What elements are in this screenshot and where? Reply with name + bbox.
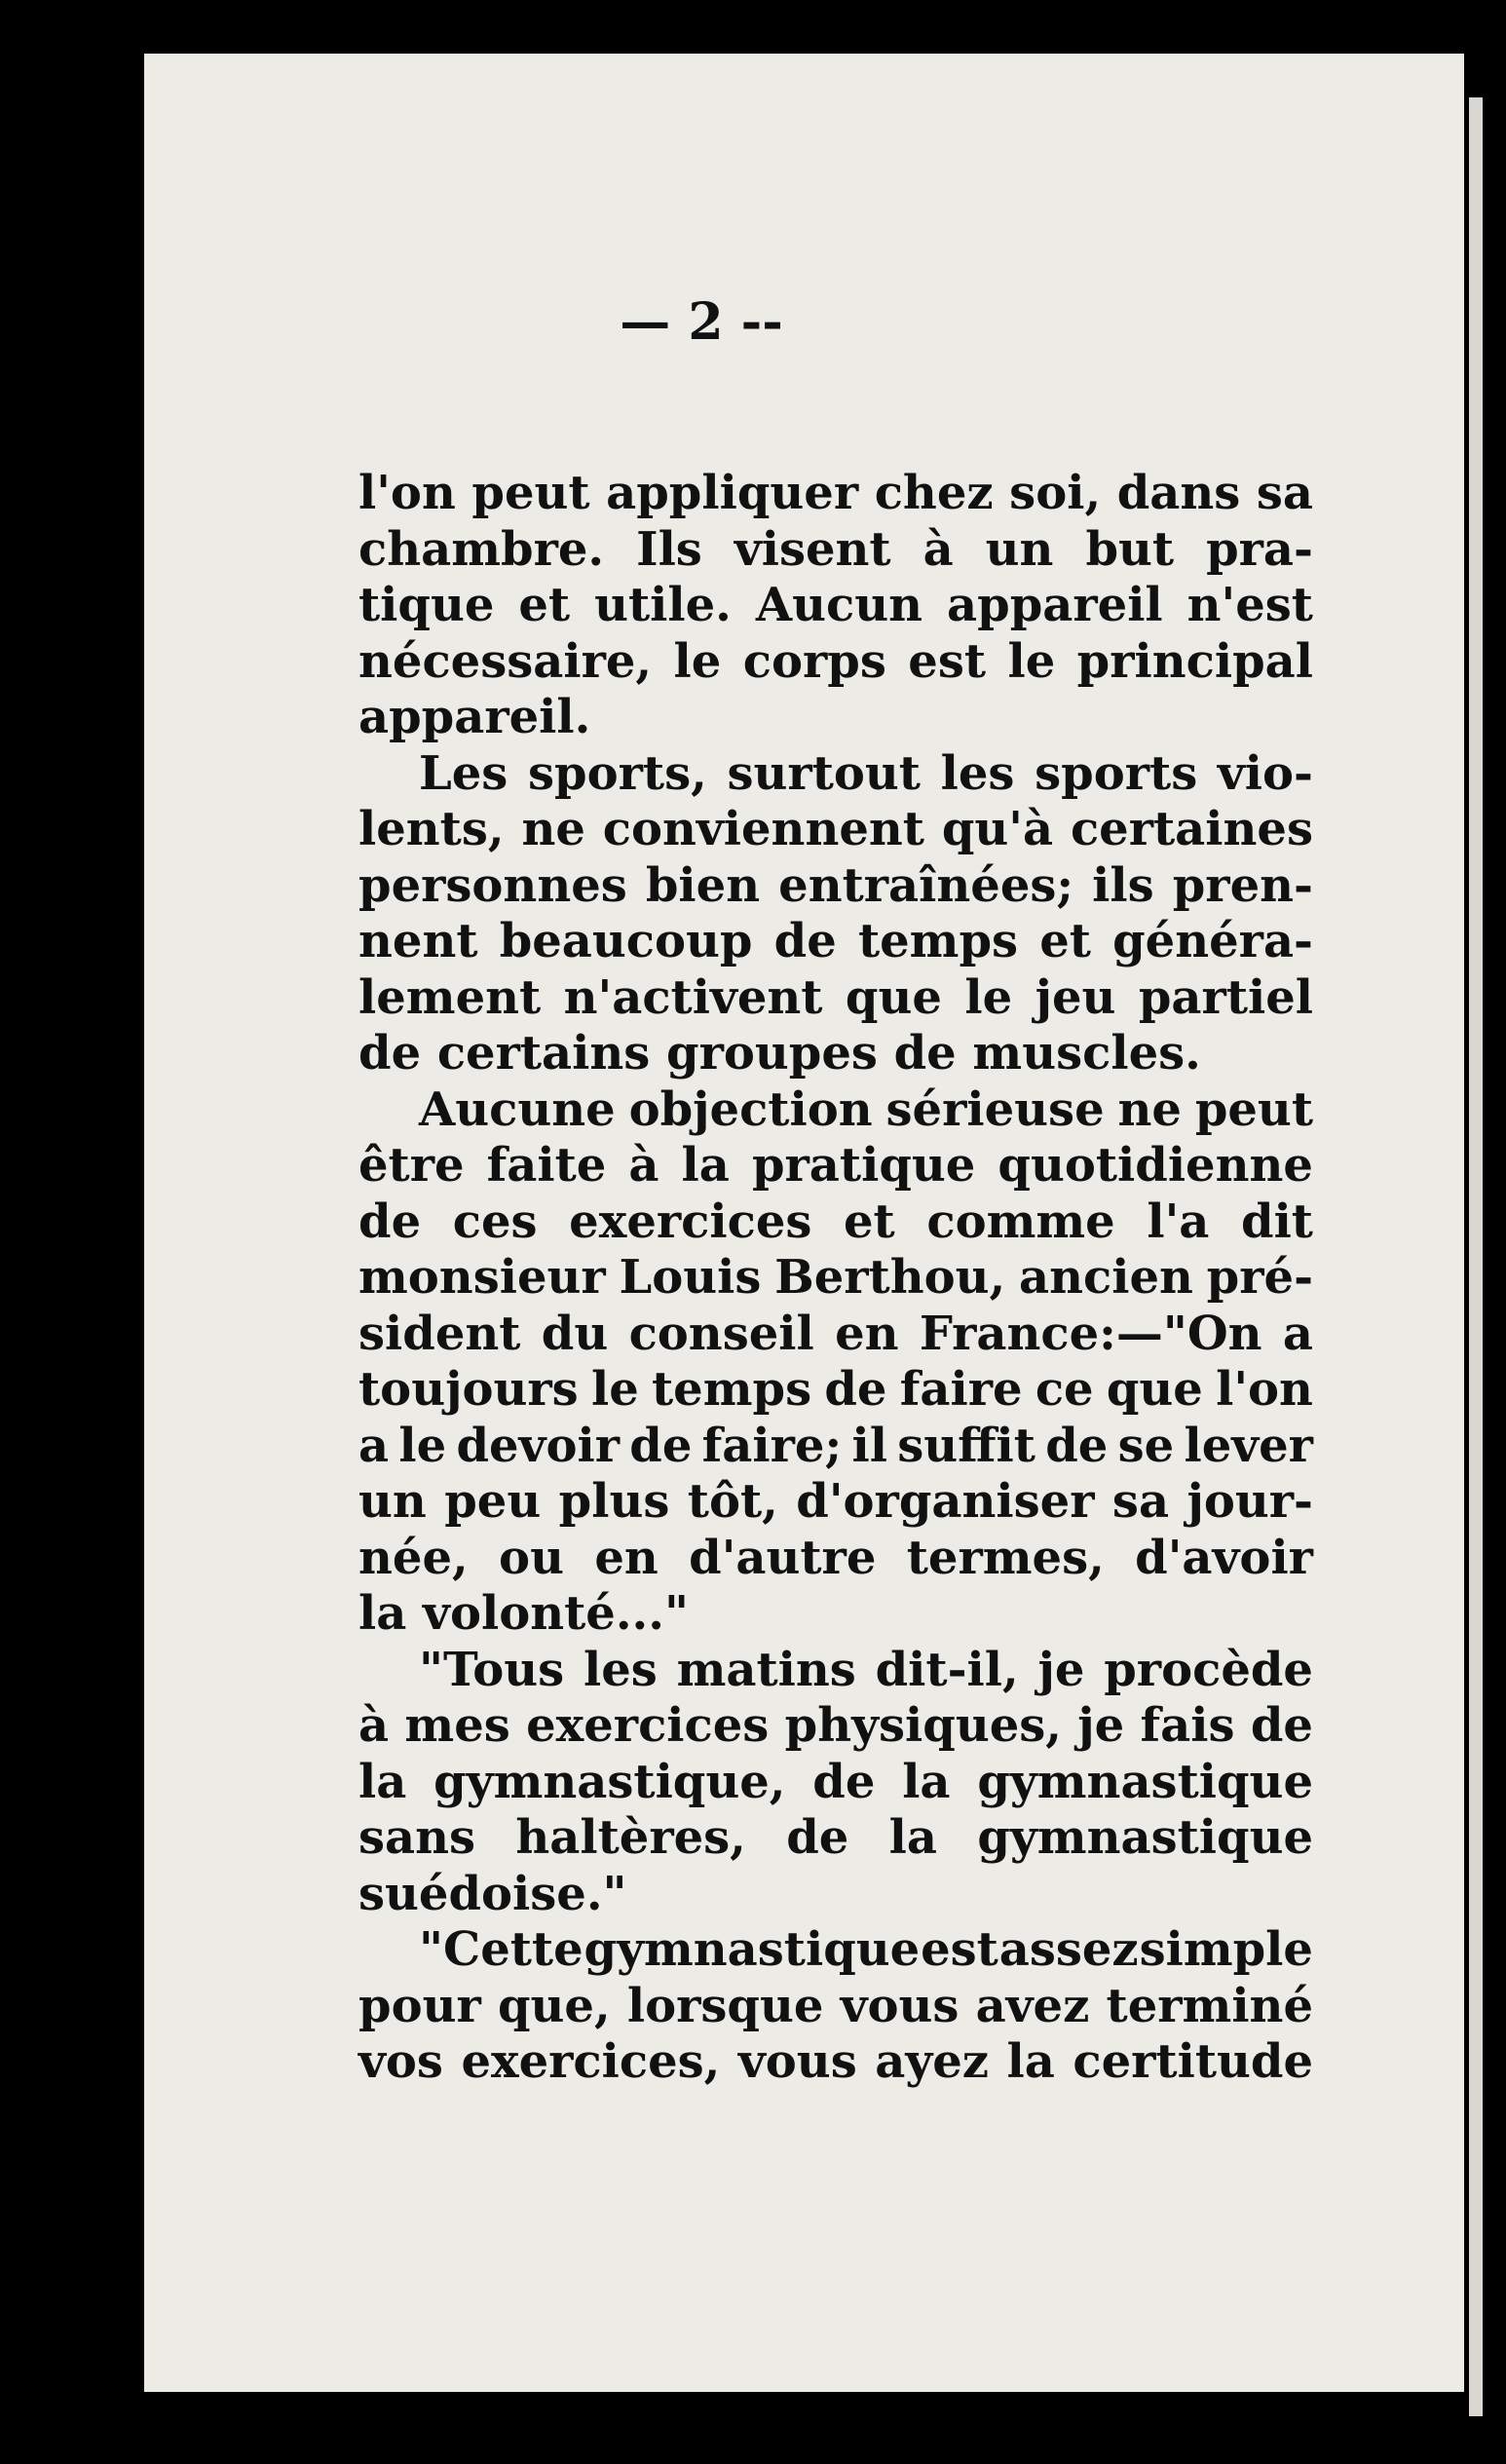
text-line: à mes exercices physiques, je fais de (358, 1698, 1313, 1753)
text-line: née, ou en d'autre termes, d'avoir (358, 1530, 1313, 1585)
text-line: de ces exercices et comme l'a dit (358, 1194, 1313, 1249)
text-line: la gymnastique, de la gymnastique (358, 1754, 1313, 1809)
text-line: toujours le temps de faire ce que l'on (358, 1362, 1313, 1417)
text-line: suédoise." (358, 1866, 627, 1921)
page-number: — 2 -- (620, 292, 783, 352)
text-line: la volonté..." (358, 1586, 689, 1641)
text-line: nent beaucoup de temps et généra- (358, 914, 1313, 968)
text-line: sans haltères, de la gymnastique (358, 1810, 1313, 1865)
text-line: lents, ne conviennent qu'à certaines (358, 802, 1313, 856)
text-line: l'on peut appliquer chez soi, dans sa (358, 466, 1313, 520)
body-text (358, 466, 1313, 2091)
text-line: lement n'activent que le jeu partiel (358, 969, 1313, 1025)
text-line: chambre. Ils visent à un but pra- (358, 521, 1313, 577)
text-line: Aucune objection sérieuse ne peut (419, 1081, 1313, 1137)
text-line: appareil. (358, 690, 591, 744)
text-line: sident du conseil en France:—"On a (358, 1306, 1313, 1361)
text-line: personnes bien entraînées; ils pren- (358, 857, 1313, 913)
text-line: un peu plus tôt, d'organiser sa jour- (358, 1474, 1313, 1529)
text-line: "Cette gymnastique est assez simple (419, 1922, 1313, 1977)
page-edge (1469, 97, 1483, 2416)
text-line: vos exercices, vous ayez la certitude (358, 2034, 1313, 2089)
text-line: "Tous les matins dit-il, je procède (419, 1642, 1313, 1697)
text-line: Les sports, surtout les sports vio- (419, 745, 1313, 801)
text-line: nécessaire, le corps est le principal (358, 633, 1313, 689)
text-line: être faite à la pratique quotidienne (358, 1138, 1313, 1193)
text-line: a le devoir de faire; il suffit de se lever (358, 1418, 1313, 1473)
text-line: tique et utile. Aucun appareil n'est (358, 578, 1313, 632)
text-line: de certains groupes de muscles. (358, 1026, 1201, 1080)
text-line: monsieur Louis Berthou, ancien pré- (358, 1250, 1313, 1305)
text-line: pour que, lorsque vous avez terminé (358, 1978, 1313, 2033)
